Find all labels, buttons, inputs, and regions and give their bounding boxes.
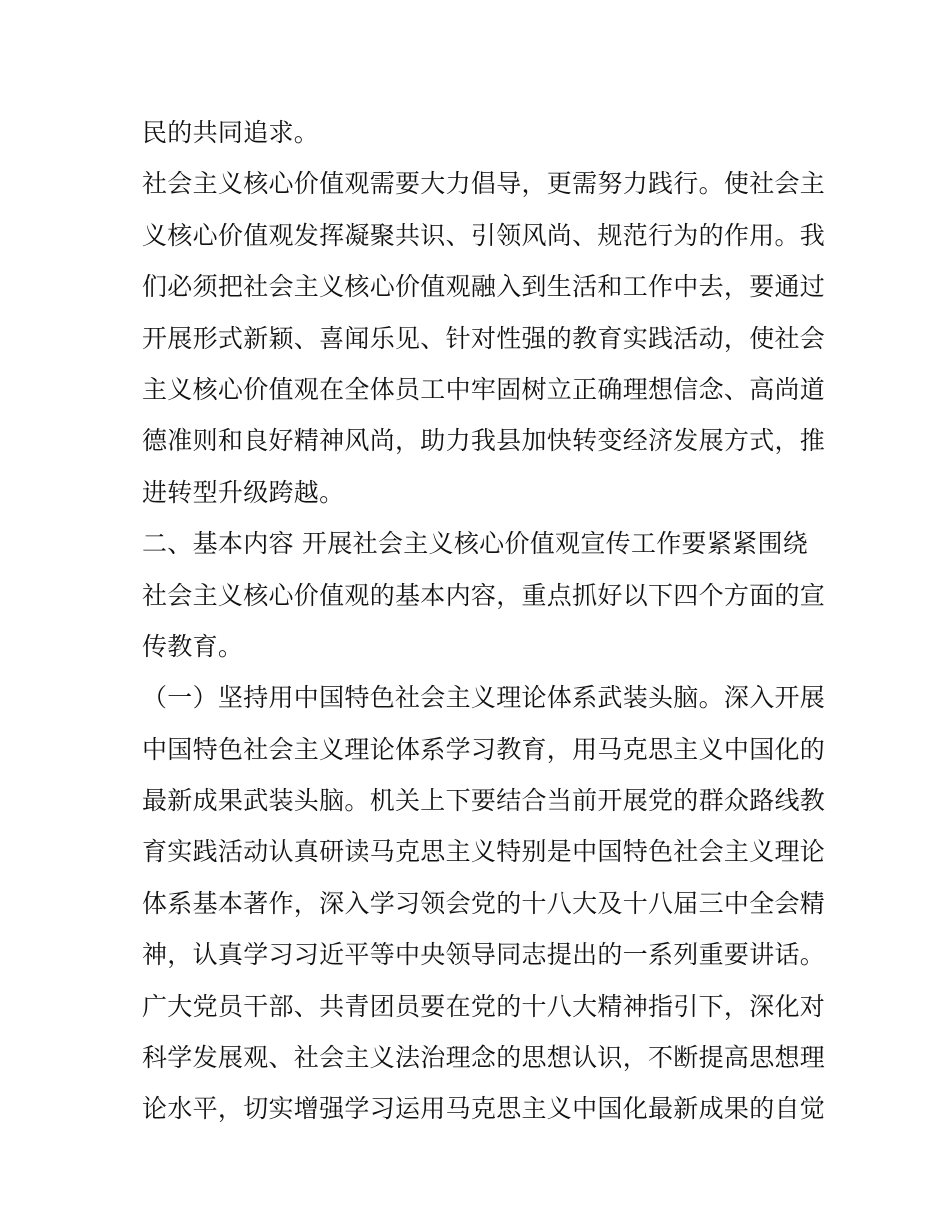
text-line: 们必须把社会主义核心价值观融入到生活和工作中去，要通过 xyxy=(142,272,826,302)
text-line: 主义核心价值观在全体员工中牢固树立正确理想信念、高尚道 xyxy=(142,374,826,404)
text-line: 义核心价值观发挥凝聚共识、引领风尚、规范行为的作用。我 xyxy=(142,220,826,250)
text-line: 德准则和良好精神风尚，助力我县加快转变经济发展方式，推 xyxy=(142,426,826,456)
text-line: 最新成果武装头脑。机关上下要结合当前开展党的群众路线教 xyxy=(142,786,826,816)
text-line: 传教育。 xyxy=(142,631,244,661)
text-line: 进转型升级跨越。 xyxy=(142,477,345,507)
section-heading-line: 二、基本内容 开展社会主义核心价值观宣传工作要紧紧围绕 xyxy=(142,529,809,559)
text-line: 社会主义核心价值观的基本内容，重点抓好以下四个方面的宣 xyxy=(142,580,826,610)
text-line: 中国特色社会主义理论体系学习教育，用马克思主义中国化的 xyxy=(142,734,826,764)
text-line: 神，认真学习习近平等中央领导同志提出的一系列重要讲话。 xyxy=(142,940,826,970)
text-line: 民的共同追求。 xyxy=(142,118,320,147)
subsection-heading-line: （一）坚持用中国特色社会主义理论体系武装头脑。深入开展 xyxy=(142,683,826,713)
text-line: 开展形式新颖、喜闻乐见、针对性强的教育实践活动，使社会 xyxy=(142,323,826,353)
text-line: 广大党员干部、共青团员要在党的十八大精神指引下，深化对 xyxy=(142,991,826,1021)
text-line: 育实践活动认真研读马克思主义特别是中国特色社会主义理论 xyxy=(142,837,826,867)
text-line: 社会主义核心价值观需要大力倡导，更需努力践行。使社会主 xyxy=(142,169,826,199)
text-line: 科学发展观、社会主义法治理念的思想认识，不断提高思想理 xyxy=(142,1043,826,1073)
text-line: 论水平，切实增强学习运用马克思主义中国化最新成果的自觉 xyxy=(142,1094,826,1124)
text-line: 体系基本著作，深入学习领会党的十八大及十八届三中全会精 xyxy=(142,888,826,918)
document-body xyxy=(142,107,826,1135)
